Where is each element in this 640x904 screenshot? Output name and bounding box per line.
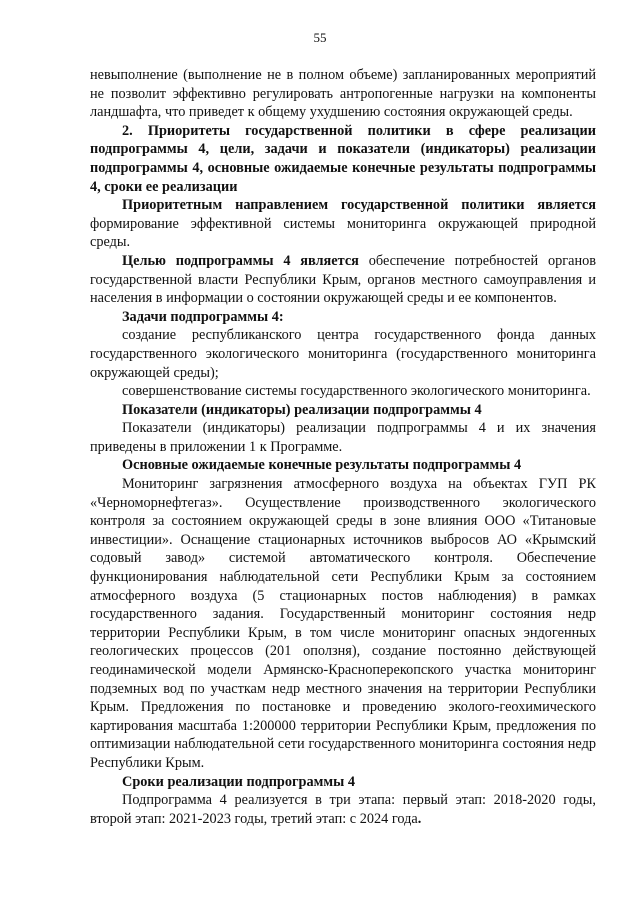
paragraph-goal	[90, 252, 596, 308]
tasks-heading-text: Задачи подпрограммы 4:	[122, 308, 284, 325]
task-item-1: создание республиканского центра государственного фонда данных государственного экологического мониторинга (государственного мониторинга окружающей среды);	[90, 327, 596, 381]
tasks-heading	[90, 308, 596, 327]
terms-end: .	[417, 810, 422, 827]
priority-bold: Приоритетным направлением государственной политики является	[122, 197, 596, 214]
indicators-heading	[90, 401, 596, 420]
paragraph-results: Мониторинг загрязнения атмосферного воздуха на объектах ГУП РК «Черноморнефтегаз». Осуществление производственного экологического контроля за состоянием окружающей среды в зоне влияния ООО «Титановые инвестиции». Оснащение стационарных источников выбросов АО «Крымский содовый завод» системой автоматического контроля. Обеспечение функционирования наблюдательной сети Республики Крым за состоянием атмосферного воздуха (5 стационарных постов наблюдения) в рамках государственного задания. Государственный мониторинг состояния недр территории Республики Крым, в том числе мониторинг опасных эндогенных геологических процессов (201 оползня), создание постоянно действующей геодинамической модели Армянско-Красноперекопского участка мониторинг подземных вод по участкам недр местного значения на территории Республики Крым. Предложения по постановке и проведению эколого-геохимического картирования масштаба 1:200000 территории Республики Крым, предложения по оптимизации наблюдательной сети государственного мониторинга состояния недр Республики Крым.	[90, 476, 596, 771]
page-number: 55	[313, 30, 327, 45]
terms-heading-text: Сроки реализации подпрограммы 4	[122, 773, 355, 790]
paragraph-priority	[90, 196, 596, 252]
goal-bold: Целью подпрограммы 4 является	[122, 252, 359, 269]
section-heading	[90, 122, 596, 196]
goal-text: обеспечение потребностей органов государственной власти Республики Крым, органов местного самоуправления и населения в информации о состоянии окружающей среды и ее компонентов.	[90, 252, 597, 307]
terms-heading	[90, 773, 596, 792]
results-heading-text: Основные ожидаемые конечные результаты подпрограммы 4	[122, 457, 522, 474]
results-heading	[90, 456, 596, 475]
priority-text: формирование эффективной системы мониторинга окружающей природной среды.	[90, 215, 596, 251]
task-item-2: совершенствование системы государственного экологического мониторинга.	[122, 383, 591, 400]
terms-text: Подпрограмма 4 реализуется в три этапа: первый этап: 2018-2020 годы, второй этап: 2021-2023 годы, третий этап: с 2024 года	[90, 792, 596, 827]
section-heading-text: 2. Приоритеты государственной политики в сфере реализации подпрограммы 4, цели, задачи и показатели (индикаторы) реализации подпрограммы 4, основные ожидаемые конечные результаты подпрограммы 4, сроки ее реализации	[90, 122, 596, 195]
indicators-heading-text: Показатели (индикаторы) реализации подпрограммы 4	[122, 401, 482, 418]
page-body	[90, 66, 596, 828]
paragraph-indicators: Показатели (индикаторы) реализации подпрограммы 4 и их значения приведены в приложении 1 к Программе.	[90, 420, 596, 455]
paragraph-intro: невыполнение (выполнение не в полном объеме) запланированных мероприятий не позволит эффективно регулировать антропогенные нагрузки на компоненты ландшафта, что приведет к общему ухудшению состояния окружающей среды.	[90, 67, 596, 121]
paragraph-terms	[90, 791, 596, 828]
